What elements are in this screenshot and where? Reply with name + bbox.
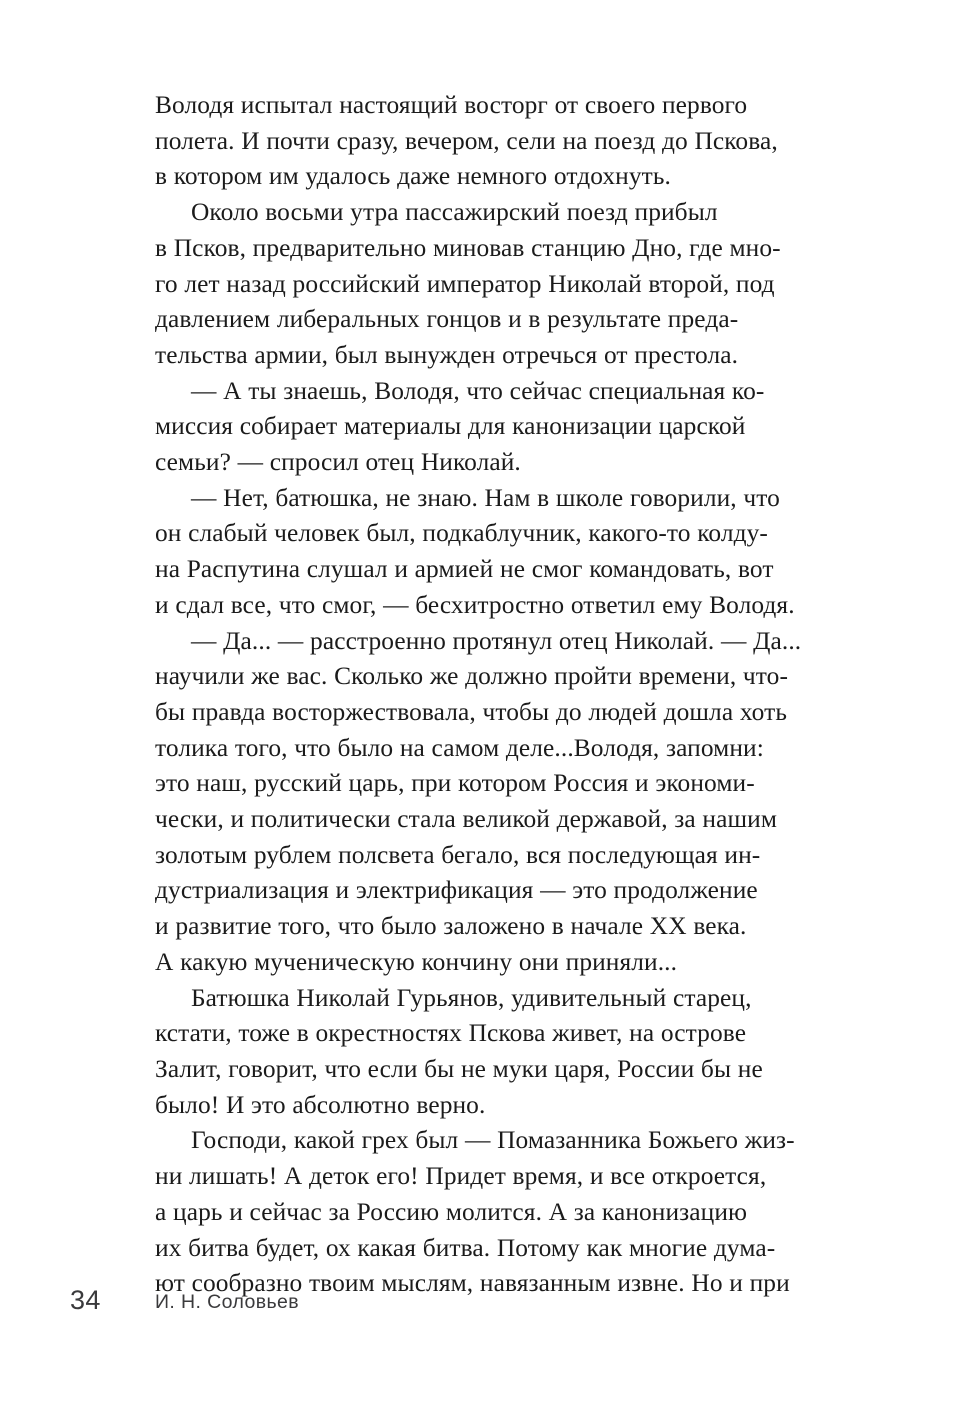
text-line: а царь и сейчас за Россию молится. А за канонизацию xyxy=(155,1197,748,1226)
text-line: было! И это абсолютно верно. xyxy=(155,1090,486,1119)
text-line: чески, и политически стала великой державой, за нашим xyxy=(155,805,778,834)
text-line: в Псков, предварительно миновав станцию Дно, где мно- xyxy=(155,233,781,262)
text-line: Батюшка Николай Гурьянов, удивительный старец, xyxy=(191,983,752,1012)
text-line: Залит, говорит, что если бы не муки царя, России бы не xyxy=(155,1054,763,1083)
text-line: Около восьми утра пассажирский поезд прибыл xyxy=(191,198,718,227)
text-line: семьи? — спросил отец Николай. xyxy=(155,448,521,477)
text-line: го лет назад российский император Николай второй, под xyxy=(155,269,775,298)
page-text-body xyxy=(155,88,818,1302)
text-line: ни лишать! А деток его! Придет время, и все откроется, xyxy=(155,1162,767,1191)
text-line: их битва будет, ох какая битва. Потому как многие дума- xyxy=(155,1233,776,1262)
text-line: он слабый человек был, подкаблучник, какого-то колду- xyxy=(155,519,768,548)
paragraph xyxy=(155,1123,818,1302)
paragraph xyxy=(155,481,818,624)
page-number: 34 xyxy=(70,1285,101,1315)
text-line: — Да... — расстроенно протянул отец Николай. — Да... xyxy=(191,626,802,655)
text-line: кстати, тоже в окрестностях Пскова живет, на острове xyxy=(155,1019,747,1048)
text-line: — Нет, батюшка, не знаю. Нам в школе говорили, что xyxy=(191,483,780,512)
text-line: давлением либеральных гонцов и в результате преда- xyxy=(155,305,739,334)
running-head-author: И. Н. Соловьев xyxy=(155,1291,300,1313)
text-line: — А ты знаешь, Володя, что сейчас специальная ко- xyxy=(191,376,765,405)
paragraph xyxy=(155,981,818,1124)
text-line: в котором им удалось даже немного отдохнуть. xyxy=(155,162,671,191)
text-line: толика того, что было на самом деле...Володя, запомни: xyxy=(155,733,764,762)
text-line: научили же вас. Сколько же должно пройти времени, что- xyxy=(155,662,789,691)
paragraph xyxy=(155,195,818,374)
paragraph xyxy=(155,624,818,981)
paragraph xyxy=(155,88,818,195)
text-line: А какую мученическую кончину они приняли... xyxy=(155,947,678,976)
text-line: миссия собирает материалы для канонизации царской xyxy=(155,412,746,441)
text-line: ют сообразно твоим мыслям, навязанным извне. Но и при xyxy=(155,1269,790,1298)
text-line: золотым рублем полсвета бегало, вся последующая ин- xyxy=(155,840,761,869)
text-line: Володя испытал настоящий восторг от своего первого xyxy=(155,91,748,119)
text-line: полета. И почти сразу, вечером, сели на поезд до Пскова, xyxy=(155,126,778,155)
text-line: и развитие того, что было заложено в начале XX века. xyxy=(155,912,747,941)
paragraph xyxy=(155,374,818,481)
page-footer xyxy=(0,1285,970,1325)
text-line: дустриализация и электрификация — это продолжение xyxy=(155,876,758,905)
text-line: тельства армии, был вынужден отречься от престола. xyxy=(155,340,739,369)
text-line: на Распутина слушал и армией не смог командовать, вот xyxy=(155,555,774,584)
text-line: бы правда восторжествовала, чтобы до людей дошла хоть xyxy=(155,697,788,726)
text-line: и сдал все, что смог, — бесхитростно ответил ему Володя. xyxy=(155,590,795,619)
text-line: это наш, русский царь, при котором Россия и экономи- xyxy=(155,769,755,798)
text-line: Господи, какой грех был — Помазанника Божьего жиз- xyxy=(191,1126,795,1155)
